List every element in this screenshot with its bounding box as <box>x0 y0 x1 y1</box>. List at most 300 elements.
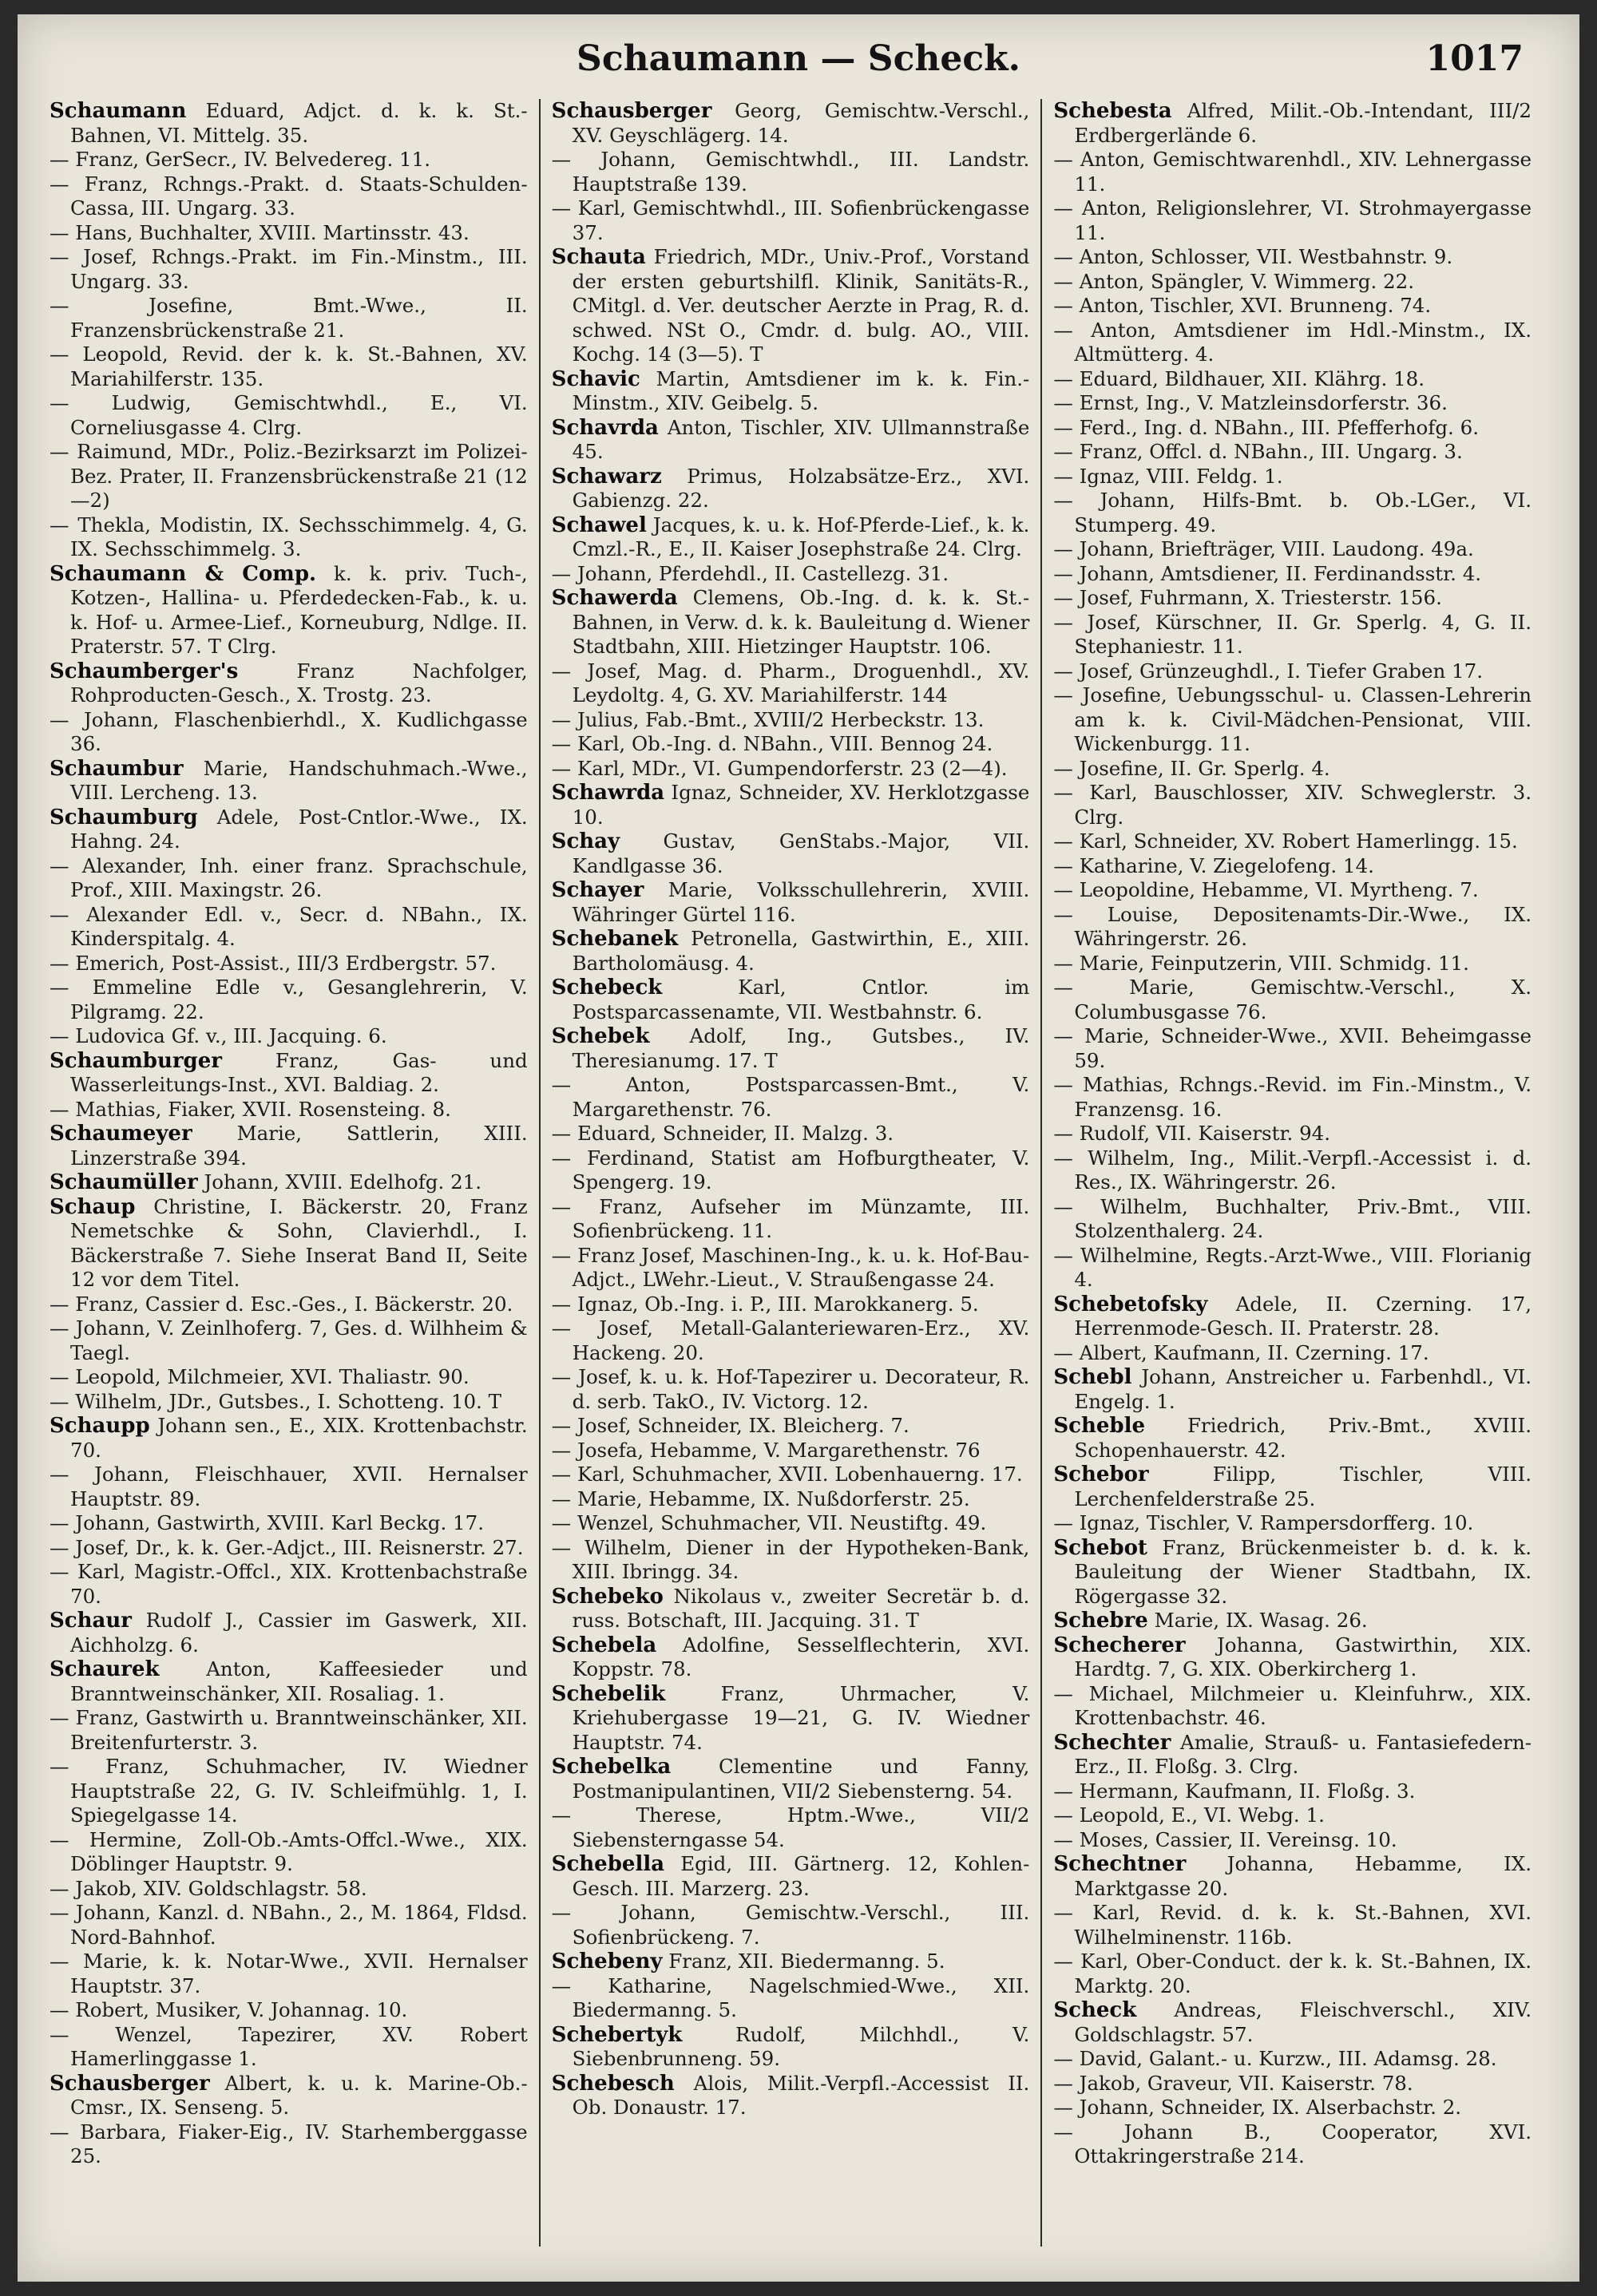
directory-entry <box>1053 1195 1532 1244</box>
entry-details: — Johann, Gemischtw.-Verschl., III. Sofienbrückeng. 7. <box>551 1901 1030 1949</box>
directory-entry <box>552 1511 1030 1536</box>
directory-entry <box>552 1901 1030 1950</box>
entry-details: Anton, Tischler, XIV. Ullmannstraße 45. <box>572 415 1030 463</box>
directory-entry <box>50 99 528 148</box>
entry-details: — Johann, Amtsdiener, II. Ferdinandsstr. 4. <box>1053 561 1482 585</box>
entry-surname: Schavic <box>551 366 640 391</box>
directory-entry <box>50 1463 528 1511</box>
directory-entry <box>1053 489 1532 537</box>
entry-surname: Schebre <box>1053 1609 1148 1633</box>
directory-entry <box>50 1828 528 1877</box>
entry-details: — Josef, Kürschner, II. Gr. Sperlg. 4, G. II. Stephaniestr. 11. <box>1053 610 1532 658</box>
entry-details: — Ignaz, Ob.-Ing. i. P., III. Marokkanerg. 5. <box>551 1292 979 1316</box>
directory-entry <box>552 367 1030 416</box>
directory-entry <box>552 829 1030 878</box>
directory-entry <box>552 659 1030 708</box>
directory-entry <box>552 1803 1030 1852</box>
entry-details: — Josefa, Hebamme, V. Margarethenstr. 76 <box>551 1438 981 1462</box>
directory-entry <box>552 976 1030 1024</box>
directory-entry <box>50 1657 528 1706</box>
directory-entry <box>552 1414 1030 1439</box>
directory-entry <box>1053 537 1532 562</box>
directory-entry <box>552 1682 1030 1756</box>
directory-entry <box>552 1950 1030 1974</box>
entry-details: Friedrich, Priv.-Bmt., XVIII. Schopenhauerstr. 42. <box>1074 1414 1532 1462</box>
entry-details: — Josefine, Uebungsschul- u. Classen-Lehrerin am k. k. Civil-Mädchen-Pensionat, VIII. Wickenburgg. 11. <box>1053 683 1532 755</box>
directory-entry <box>1053 1901 1532 1950</box>
directory-entry <box>50 903 528 952</box>
directory-entry <box>1053 1803 1532 1828</box>
entry-details: Petronella, Gastwirthin, E., XIII. Bartholomäusg. 4. <box>572 927 1030 975</box>
entry-details: — Emmeline Edle v., Gesanglehrerin, V. Pilgramg. 22. <box>50 976 528 1023</box>
entry-details: — Rudolf, VII. Kaiserstr. 94. <box>1053 1122 1331 1145</box>
page-header <box>18 38 1579 94</box>
directory-entry <box>50 952 528 976</box>
directory-entry <box>1053 1633 1532 1682</box>
directory-entry <box>50 757 528 806</box>
directory-columns <box>50 99 1543 2247</box>
directory-entry <box>552 1073 1030 1122</box>
directory-entry <box>1053 1341 1532 1366</box>
directory-entry <box>552 562 1030 587</box>
entry-details: Filipp, Tischler, VIII. Lerchenfelderstraße 25. <box>1074 1463 1532 1510</box>
entry-details: — Eduard, Bildhauer, XII. Klährg. 18. <box>1053 366 1425 390</box>
column-3 <box>1040 99 1543 2247</box>
directory-entry <box>552 513 1030 562</box>
entry-details: — Franz, Aufseher im Münzamte, III. Sofienbrückeng. 11. <box>551 1194 1030 1242</box>
entry-details: — Hermine, Zoll-Ob.-Amts-Offcl.-Wwe., XIX. Döblinger Hauptstr. 9. <box>50 1827 528 1875</box>
entry-details: — Karl, Schneider, XV. Robert Hamerlingg. 15. <box>1053 829 1518 853</box>
entry-details: — Johann, Kanzl. d. NBahn., 2., M. 1864, Fldsd. Nord-Bahnhof. <box>50 1901 528 1949</box>
directory-entry <box>552 1755 1030 1803</box>
directory-entry <box>552 1585 1030 1633</box>
entry-surname: Schawarz <box>551 464 662 489</box>
directory-entry <box>1053 2072 1532 2096</box>
directory-entry <box>1053 1122 1532 1146</box>
directory-entry <box>1053 2096 1532 2120</box>
entry-details: Eduard, Adjct. d. k. k. St.-Bahnen, VI. Mittelg. 35. <box>70 99 528 147</box>
directory-entry <box>1053 1024 1532 1073</box>
entry-details: — Ernst, Ing., V. Matzleinsdorferstr. 36. <box>1053 391 1448 414</box>
directory-entry <box>50 1511 528 1536</box>
entry-details: Alois, Milit.-Verpfl.-Accessist II. Ob. Donaustr. 17. <box>572 2071 1030 2119</box>
entry-details: — Alexander, Inh. einer franz. Sprachschule, Prof., XIII. Maxingstr. 26. <box>50 853 528 901</box>
entry-details: Adele, II. Czerning. 17, Herrenmode-Gesch. II. Praterstr. 28. <box>1074 1292 1532 1340</box>
entry-details: — Marie, Schneider-Wwe., XVII. Beheimgasse 59. <box>1053 1024 1532 1072</box>
directory-page <box>18 14 1579 2282</box>
entry-details: — Leopold, E., VI. Webg. 1. <box>1053 1803 1325 1827</box>
entry-details: — Anton, Religionslehrer, VI. Strohmayergasse 11. <box>1053 196 1532 244</box>
entry-details: — Johann, Fleischhauer, XVII. Hernalser Hauptstr. 89. <box>50 1463 528 1510</box>
directory-entry <box>1053 586 1532 611</box>
entry-details: — Anton, Amtsdiener im Hdl.-Minstm., IX. Altmütterg. 4. <box>1053 318 1532 366</box>
entry-surname: Schebesch <box>551 2071 675 2096</box>
directory-entry <box>50 1414 528 1463</box>
entry-details: — Thekla, Modistin, IX. Sechsschimmelg. 4, G. IX. Sechsschimmelg. 3. <box>50 513 528 560</box>
entry-details: — Ludwig, Gemischtwhdl., E., VI. Corneliusgasse 4. Clrg. <box>50 391 528 439</box>
entry-surname: Schaumüller <box>50 1170 198 1194</box>
entry-details: — Ferd., Ing. d. NBahn., III. Pfefferhofg. 6. <box>1053 415 1480 439</box>
directory-entry <box>1053 1414 1532 1463</box>
entry-surname: Schebela <box>551 1633 657 1657</box>
entry-details: — Marie, k. k. Notar-Wwe., XVII. Hernalser Hauptstr. 37. <box>50 1950 528 1997</box>
directory-entry <box>50 1390 528 1415</box>
entry-details: — Johann B., Cooperator, XVI. Ottakringerstraße 214. <box>1053 2120 1532 2167</box>
entry-details: — Katharine, V. Ziegelofeng. 14. <box>1053 853 1374 877</box>
entry-details: — Josef, Grünzeughdl., I. Tiefer Graben 17. <box>1053 659 1484 683</box>
directory-entry <box>50 1098 528 1122</box>
directory-entry <box>50 1706 528 1755</box>
entry-details: Primus, Holzabsätze-Erz., XVI. Gabienzg. 22. <box>572 464 1030 512</box>
entry-details: — Albert, Kaufmann, II. Czerning. 17. <box>1053 1340 1429 1364</box>
directory-entry <box>1053 2047 1532 2072</box>
entry-details: — Franz, Gastwirth u. Branntweinschänker, XII. Breitenfurterstr. 3. <box>50 1706 528 1754</box>
entry-details: Jacques, k. u. k. Hof-Pferde-Lief., k. k. Cmzl.-R., E., II. Kaiser Josephstraße 24. Clrg. <box>572 513 1030 560</box>
directory-entry <box>50 148 528 172</box>
entry-surname: Scheble <box>1053 1414 1145 1438</box>
directory-entry <box>552 1633 1030 1682</box>
entry-details: — Ludovica Gf. v., III. Jacquing. 6. <box>50 1024 387 1047</box>
entry-details: Franz Nachfolger, Rohproducten-Gesch., X. Trostg. 23. <box>70 659 528 707</box>
entry-details: — Alexander Edl. v., Secr. d. NBahn., IX. Kinderspitalg. 4. <box>50 902 528 950</box>
entry-details: — Anton, Spängler, V. Wimmerg. 22. <box>1053 269 1414 293</box>
directory-entry <box>50 806 528 854</box>
entry-details: — Marie, Gemischtw.-Verschl., X. Columbusgasse 76. <box>1053 976 1532 1023</box>
running-head: Schaumann — Scheck. <box>577 38 1020 79</box>
directory-entry <box>50 1292 528 1317</box>
directory-entry <box>552 148 1030 196</box>
directory-entry <box>1053 1511 1532 1536</box>
directory-entry <box>50 1755 528 1828</box>
entry-surname: Schawel <box>551 513 647 537</box>
entry-details: — Barbara, Fiaker-Eig., IV. Starhemberggasse 25. <box>50 2120 528 2167</box>
entry-details: — Johann, Gemischtwhdl., III. Landstr. Hauptstraße 139. <box>551 148 1030 196</box>
directory-entry <box>1053 1244 1532 1292</box>
entry-details: Karl, Cntlor. im Postsparcassenamte, VII. Westbahnstr. 6. <box>572 976 1030 1023</box>
directory-entry <box>50 1901 528 1950</box>
entry-details: Franz, Brückenmeister b. d. k. k. Bauleitung der Wiener Stadtbahn, IX. Rögergasse 32. <box>1074 1535 1532 1608</box>
entry-details: — Karl, Bauschlosser, XIV. Schweglerstr. 3. Clrg. <box>1053 781 1532 829</box>
entry-details: — Karl, Magistr.-Offcl., XIX. Krottenbachstraße 70. <box>50 1560 528 1608</box>
entry-details: Gustav, GenStabs.-Major, VII. Kandlgasse 36. <box>572 829 1030 877</box>
directory-entry <box>50 1998 528 2023</box>
entry-surname: Schebeny <box>551 1950 663 1973</box>
entry-surname: Schebl <box>1053 1365 1132 1389</box>
entry-details: — Josef, Dr., k. k. Ger.-Adjct., III. Reisnerstr. 27. <box>50 1535 524 1559</box>
entry-details: — Anton, Gemischtwarenhdl., XIV. Lehnergasse 11. <box>1053 148 1532 196</box>
entry-details: — Therese, Hptm.-Wwe., VII/2 Siebensterngasse 54. <box>551 1803 1030 1851</box>
entry-details: — David, Galant.- u. Kurzw., III. Adamsg. 28. <box>1053 2047 1497 2070</box>
entry-details: — Johann, V. Zeinlhoferg. 7, Ges. d. Wilhheim & Taegl. <box>50 1316 528 1364</box>
entry-details: — Wilhelm, Diener in der Hypotheken-Bank, XIII. Ibringg. 34. <box>551 1535 1030 1583</box>
entry-details: — Anton, Postsparcassen-Bmt., V. Margarethenstr. 76. <box>551 1073 1030 1121</box>
directory-entry <box>552 878 1030 927</box>
directory-entry <box>1053 854 1532 879</box>
directory-entry <box>1053 1779 1532 1804</box>
entry-details: Friedrich, MDr., Univ.-Prof., Vorstand der ersten geburtshilfl. Klinik, Sanitäts-R., CMitgl. d. Ver. deutscher Aerzte in Prag, R. d. schwed. NSt O., Cmdr. d. bulg. AO., VIII. Kochg. 14 (3—5). T <box>572 245 1030 366</box>
directory-entry <box>552 1024 1030 1073</box>
entry-details: — Robert, Musiker, V. Johannag. 10. <box>50 1998 408 2021</box>
directory-entry <box>1053 878 1532 903</box>
entry-details: — Johann, Pferdehdl., II. Castellezg. 31. <box>551 561 949 585</box>
directory-entry <box>50 513 528 562</box>
entry-details: Nikolaus v., zweiter Secretär b. d. russ. Botschaft, III. Jacquing. 31. T <box>572 1584 1030 1632</box>
directory-entry <box>552 1439 1030 1463</box>
entry-details: Alfred, Milit.-Ob.-Intendant, III/2 Erdbergerlände 6. <box>1074 99 1532 147</box>
entry-details: Albert, k. u. k. Marine-Ob.-Cmsr., IX. Senseng. 5. <box>70 2071 528 2119</box>
entry-surname: Schawerda <box>551 586 678 610</box>
entry-details: Johann, XVIII. Edelhofg. 21. <box>204 1170 482 1194</box>
entry-details: — Louise, Depositenamts-Dir.-Wwe., IX. Währingerstr. 26. <box>1053 902 1532 950</box>
entry-details: Ignaz, Schneider, XV. Herklotzgasse 10. <box>572 781 1030 829</box>
entry-details: Marie, IX. Wasag. 26. <box>1154 1609 1368 1632</box>
directory-entry <box>552 416 1030 465</box>
entry-surname: Schaumberger's <box>50 659 239 683</box>
entry-details: — Johann, Schneider, IX. Alserbachstr. 2. <box>1053 2096 1462 2119</box>
directory-entry <box>552 1487 1030 1512</box>
directory-entry <box>1053 245 1532 270</box>
directory-entry <box>50 2023 528 2072</box>
entry-surname: Schaumburger <box>50 1048 222 1073</box>
directory-entry <box>50 2072 528 2120</box>
entry-details: Marie, Handschuhmach.-Wwe., VIII. Lercheng. 13. <box>70 756 528 804</box>
entry-surname: Schaupp <box>50 1414 150 1438</box>
entry-surname: Schebot <box>1053 1535 1147 1560</box>
entry-details: Franz, XII. Biedermanng. 5. <box>668 1950 945 1973</box>
directory-entry <box>50 1536 528 1561</box>
entry-details: — Raimund, MDr., Poliz.-Bezirksarzt im Polizei-Bez. Prater, II. Franzensbrückenstraße 21 (12—2) <box>50 440 528 512</box>
directory-entry <box>552 1536 1030 1585</box>
directory-entry <box>1053 1950 1532 1998</box>
entry-surname: Schebetofsky <box>1053 1292 1208 1316</box>
directory-entry <box>552 781 1030 829</box>
directory-entry <box>1053 952 1532 976</box>
entry-details: — Franz, Rchngs.-Prakt. d. Staats-Schulden-Cassa, III. Ungarg. 33. <box>50 172 528 220</box>
entry-details: Marie, Volksschullehrerin, XVIII. Währinger Gürtel 116. <box>572 878 1030 926</box>
entry-surname: Schay <box>551 829 620 853</box>
entry-surname: Schausberger <box>551 99 712 123</box>
directory-entry <box>1053 99 1532 148</box>
entry-details: — Karl, Ob.-Ing. d. NBahn., VIII. Bennog 24. <box>551 732 993 755</box>
entry-details: — Wilhelm, Ing., Milit.-Verpfl.-Accessist i. d. Res., IX. Währingerstr. 26. <box>1053 1146 1532 1194</box>
directory-entry <box>552 927 1030 976</box>
directory-entry <box>50 976 528 1024</box>
entry-details: — Josef, Mag. d. Pharm., Droguenhdl., XV. Leydoltg. 4, G. XV. Mariahilferstr. 144 <box>551 659 1030 707</box>
entry-surname: Schaur <box>50 1609 132 1633</box>
entry-details: Clementine und Fanny, Postmanipulantinen, VII/2 Siebensterng. 54. <box>572 1755 1030 1803</box>
entry-surname: Schaumann & Comp. <box>50 561 317 586</box>
entry-surname: Schaup <box>50 1194 136 1219</box>
entry-surname: Schebesta <box>1053 99 1172 123</box>
entry-surname: Schauta <box>551 245 646 269</box>
directory-entry <box>1053 1998 1532 2047</box>
directory-entry <box>1053 1146 1532 1195</box>
entry-details: — Marie, Hebamme, IX. Nußdorferstr. 25. <box>551 1486 970 1510</box>
directory-entry <box>1053 319 1532 367</box>
entry-details: — Franz, GerSecr., IV. Belvedereg. 11. <box>50 148 430 171</box>
entry-details: Andreas, Fleischverschl., XIV. Goldschlagstr. 57. <box>1074 1998 1532 2046</box>
directory-entry <box>50 1195 528 1292</box>
entry-surname: Schaumann <box>50 99 187 123</box>
directory-entry <box>552 465 1030 513</box>
page-number: 1017 <box>1425 38 1524 79</box>
directory-entry <box>50 1316 528 1365</box>
directory-entry <box>50 245 528 294</box>
entry-surname: Schechtner <box>1053 1852 1187 1876</box>
entry-details: — Josef, Schneider, IX. Bleicherg. 7. <box>551 1414 909 1437</box>
directory-entry <box>552 757 1030 782</box>
entry-details: Christine, I. Bäckerstr. 20, Franz Nemetschke & Sohn, Clavierhdl., I. Bäckerstraße 7. Siehe Inserat Band II, Seite 12 vor dem Titel. <box>70 1194 528 1291</box>
entry-surname: Schebeck <box>551 976 663 1000</box>
directory-entry <box>50 854 528 903</box>
directory-entry <box>1053 903 1532 952</box>
directory-entry <box>50 1049 528 1098</box>
directory-entry <box>50 1122 528 1170</box>
directory-entry <box>50 1560 528 1609</box>
entry-surname: Schausberger <box>50 2071 210 2096</box>
directory-entry <box>552 1146 1030 1195</box>
directory-entry <box>50 1950 528 1998</box>
entry-details: Adele, Post-Cntlor.-Wwe., IX. Hahng. 24. <box>70 805 528 853</box>
entry-details: — Franz, Cassier d. Esc.-Ges., I. Bäckerstr. 20. <box>50 1292 513 1316</box>
entry-details: Rudolf J., Cassier im Gaswerk, XII. Aichholzg. 6. <box>70 1609 528 1657</box>
directory-entry <box>1053 465 1532 489</box>
entry-details: — Karl, Schuhmacher, XVII. Lobenhauerng. 17. <box>551 1463 1023 1486</box>
entry-surname: Schebertyk <box>551 2022 683 2047</box>
entry-surname: Schawrda <box>551 781 665 805</box>
entry-details: — Emerich, Post-Assist., III/3 Erdbergstr. 57. <box>50 951 497 975</box>
directory-entry <box>50 391 528 440</box>
directory-entry <box>1053 683 1532 757</box>
directory-entry <box>50 342 528 391</box>
entry-details: — Johann, Hilfs-Bmt. b. Ob.-LGer., VI. Stumperg. 49. <box>1053 489 1532 536</box>
directory-entry <box>1053 562 1532 587</box>
entry-details: Egid, III. Gärtnerg. 12, Kohlen-Gesch. III. Marzerg. 23. <box>572 1852 1030 1900</box>
directory-entry <box>50 1365 528 1390</box>
entry-details: — Josefine, II. Gr. Sperlg. 4. <box>1053 756 1330 780</box>
directory-entry <box>1053 757 1532 782</box>
entry-details: — Katharine, Nagelschmied-Wwe., XII. Biedermanng. 5. <box>551 1973 1030 2021</box>
entry-details: Rudolf, Milchhdl., V. Siebenbrunneng. 59. <box>572 2022 1030 2070</box>
directory-entry <box>552 708 1030 733</box>
entry-details: Adolf, Ing., Gutsbes., IV. Theresianumg. 17. T <box>572 1024 1030 1072</box>
entry-details: — Jakob, Graveur, VII. Kaiserstr. 78. <box>1053 2071 1413 2095</box>
entry-details: — Marie, Feinputzerin, VIII. Schmidg. 11. <box>1053 951 1469 975</box>
entry-details: — Karl, Gemischtwhdl., III. Sofienbrückengasse 37. <box>551 196 1030 244</box>
entry-details: — Wenzel, Schuhmacher, VII. Neustiftg. 49. <box>551 1511 987 1534</box>
entry-details: — Josef, Fuhrmann, X. Triesterstr. 156. <box>1053 586 1442 609</box>
directory-entry <box>1053 1463 1532 1511</box>
directory-entry <box>552 1122 1030 1146</box>
directory-entry <box>50 294 528 342</box>
directory-entry <box>50 1609 528 1657</box>
directory-entry <box>1053 294 1532 319</box>
entry-details: Clemens, Ob.-Ing. d. k. k. St.-Bahnen, in Verw. d. k. k. Bauleitung d. Wiener Stadtbahn, XIII. Hietzinger Hauptstr. 106. <box>572 586 1030 658</box>
directory-entry <box>552 2023 1030 2072</box>
directory-entry <box>1053 391 1532 416</box>
entry-details: — Eduard, Schneider, II. Malzg. 3. <box>551 1122 894 1145</box>
entry-details: — Franz Josef, Maschinen-Ing., k. u. k. Hof-Bau-Adjct., LWehr.-Lieut., V. Straußengasse 24. <box>551 1243 1030 1291</box>
entry-details: — Leopoldine, Hebamme, VI. Myrtheng. 7. <box>1053 878 1479 901</box>
directory-entry <box>552 1365 1030 1414</box>
entry-details: — Ferdinand, Statist am Hofburgtheater, V. Spengerg. 19. <box>551 1146 1030 1194</box>
directory-entry <box>50 1170 528 1195</box>
entry-details: Franz, Gas- und Wasserleitungs-Inst., XVI. Baldiag. 2. <box>70 1048 528 1096</box>
directory-entry <box>1053 829 1532 854</box>
entry-details: — Josefine, Bmt.-Wwe., II. Franzensbrückenstraße 21. <box>50 294 528 342</box>
entry-surname: Schaumburg <box>50 805 198 829</box>
entry-surname: Schebanek <box>551 927 679 951</box>
directory-entry <box>552 1244 1030 1292</box>
entry-details: Martin, Amtsdiener im k. k. Fin.-Minstm., XIV. Geibelg. 5. <box>572 366 1030 414</box>
directory-entry <box>50 1877 528 1902</box>
directory-entry <box>1053 659 1532 684</box>
entry-details: — Hans, Buchhalter, XVIII. Martinsstr. 43. <box>50 220 470 244</box>
entry-details: — Johann, Gastwirth, XVIII. Karl Beckg. 17. <box>50 1511 484 1534</box>
entry-details: — Franz, Offcl. d. NBahn., III. Ungarg. 3. <box>1053 440 1463 463</box>
directory-entry <box>1053 1828 1532 1853</box>
directory-entry <box>1053 1682 1532 1731</box>
entry-surname: Schechter <box>1053 1730 1171 1755</box>
directory-entry <box>50 440 528 513</box>
entry-details: — Wilhelm, Buchhalter, Priv.-Bmt., VIII. Stolzenthalerg. 24. <box>1053 1194 1532 1242</box>
directory-entry <box>50 1024 528 1049</box>
entry-details: — Ignaz, Tischler, V. Rampersdorfferg. 10. <box>1053 1511 1474 1534</box>
entry-details: — Ignaz, VIII. Feldg. 1. <box>1053 464 1283 488</box>
entry-details: Franz, Uhrmacher, V. Kriehubergasse 19—21, G. IV. Wiedner Hauptstr. 74. <box>572 1681 1030 1754</box>
entry-surname: Schavrda <box>551 415 659 440</box>
directory-entry <box>552 2072 1030 2120</box>
entry-details: — Karl, Revid. d. k. k. St.-Bahnen, XVI. Wilhelminenstr. 116b. <box>1053 1901 1532 1949</box>
entry-details: — Jakob, XIV. Goldschlagstr. 58. <box>50 1876 367 1900</box>
entry-details: — Johann, Flaschenbierhdl., X. Kudlichgasse 36. <box>50 707 528 755</box>
entry-details: — Johann, Briefträger, VIII. Laudong. 49a. <box>1053 537 1474 560</box>
directory-entry <box>1053 2120 1532 2169</box>
directory-entry <box>1053 1292 1532 1341</box>
directory-entry <box>552 1195 1030 1244</box>
directory-entry <box>50 172 528 221</box>
directory-entry <box>1053 1365 1532 1414</box>
directory-entry <box>1053 1609 1532 1633</box>
directory-entry <box>1053 781 1532 829</box>
entry-surname: Schebelka <box>551 1755 672 1779</box>
directory-entry <box>1053 196 1532 245</box>
entry-details: Anton, Kaffeesieder und Branntweinschänker, XII. Rosaliag. 1. <box>70 1657 528 1705</box>
entry-details: — Anton, Schlosser, VII. Westbahnstr. 9. <box>1053 245 1453 268</box>
entry-details: Marie, Sattlerin, XIII. Linzerstraße 394. <box>70 1122 528 1170</box>
directory-entry <box>1053 367 1532 392</box>
entry-details: k. k. priv. Tuch-, Kotzen-, Hallina- u. Pferdedecken-Fab., k. u. k. Hof- u. Armee-Lief., Korneuburg, Ndlge. II. Praterstr. 57. T Clrg. <box>70 561 528 658</box>
directory-entry <box>50 2120 528 2169</box>
directory-entry <box>50 562 528 659</box>
entry-details: Adolfine, Sesselflechterin, XVI. Koppstr. 78. <box>572 1633 1030 1680</box>
directory-entry <box>1053 1073 1532 1122</box>
entry-details: Johanna, Hebamme, IX. Marktgasse 20. <box>1074 1852 1532 1900</box>
entry-details: — Mathias, Fiaker, XVII. Rosensteing. 8. <box>50 1097 451 1121</box>
directory-entry <box>1053 976 1532 1024</box>
entry-details: — Wilhelm, JDr., Gutsbes., I. Schotteng. 10. T <box>50 1389 501 1413</box>
directory-entry <box>1053 440 1532 465</box>
entry-details: — Josef, k. u. k. Hof-Tapezirer u. Decorateur, R. d. serb. TakO., IV. Victorg. 12. <box>551 1365 1030 1413</box>
entry-details: — Moses, Cassier, II. Vereinsg. 10. <box>1053 1827 1397 1851</box>
entry-details: — Hermann, Kaufmann, II. Floßg. 3. <box>1053 1779 1416 1803</box>
entry-details: — Michael, Milchmeier u. Kleinfuhrw., XIX. Krottenbachstr. 46. <box>1053 1681 1532 1729</box>
entry-details: Georg, Gemischtw.-Verschl., XV. Geyschlägerg. 14. <box>572 99 1030 147</box>
entry-details: — Wilhelmine, Regts.-Arzt-Wwe., VIII. Florianig 4. <box>1053 1243 1532 1291</box>
entry-details: — Karl, MDr., VI. Gumpendorferstr. 23 (2—4). <box>551 756 1008 780</box>
entry-surname: Schebek <box>551 1024 650 1048</box>
directory-entry <box>552 586 1030 659</box>
